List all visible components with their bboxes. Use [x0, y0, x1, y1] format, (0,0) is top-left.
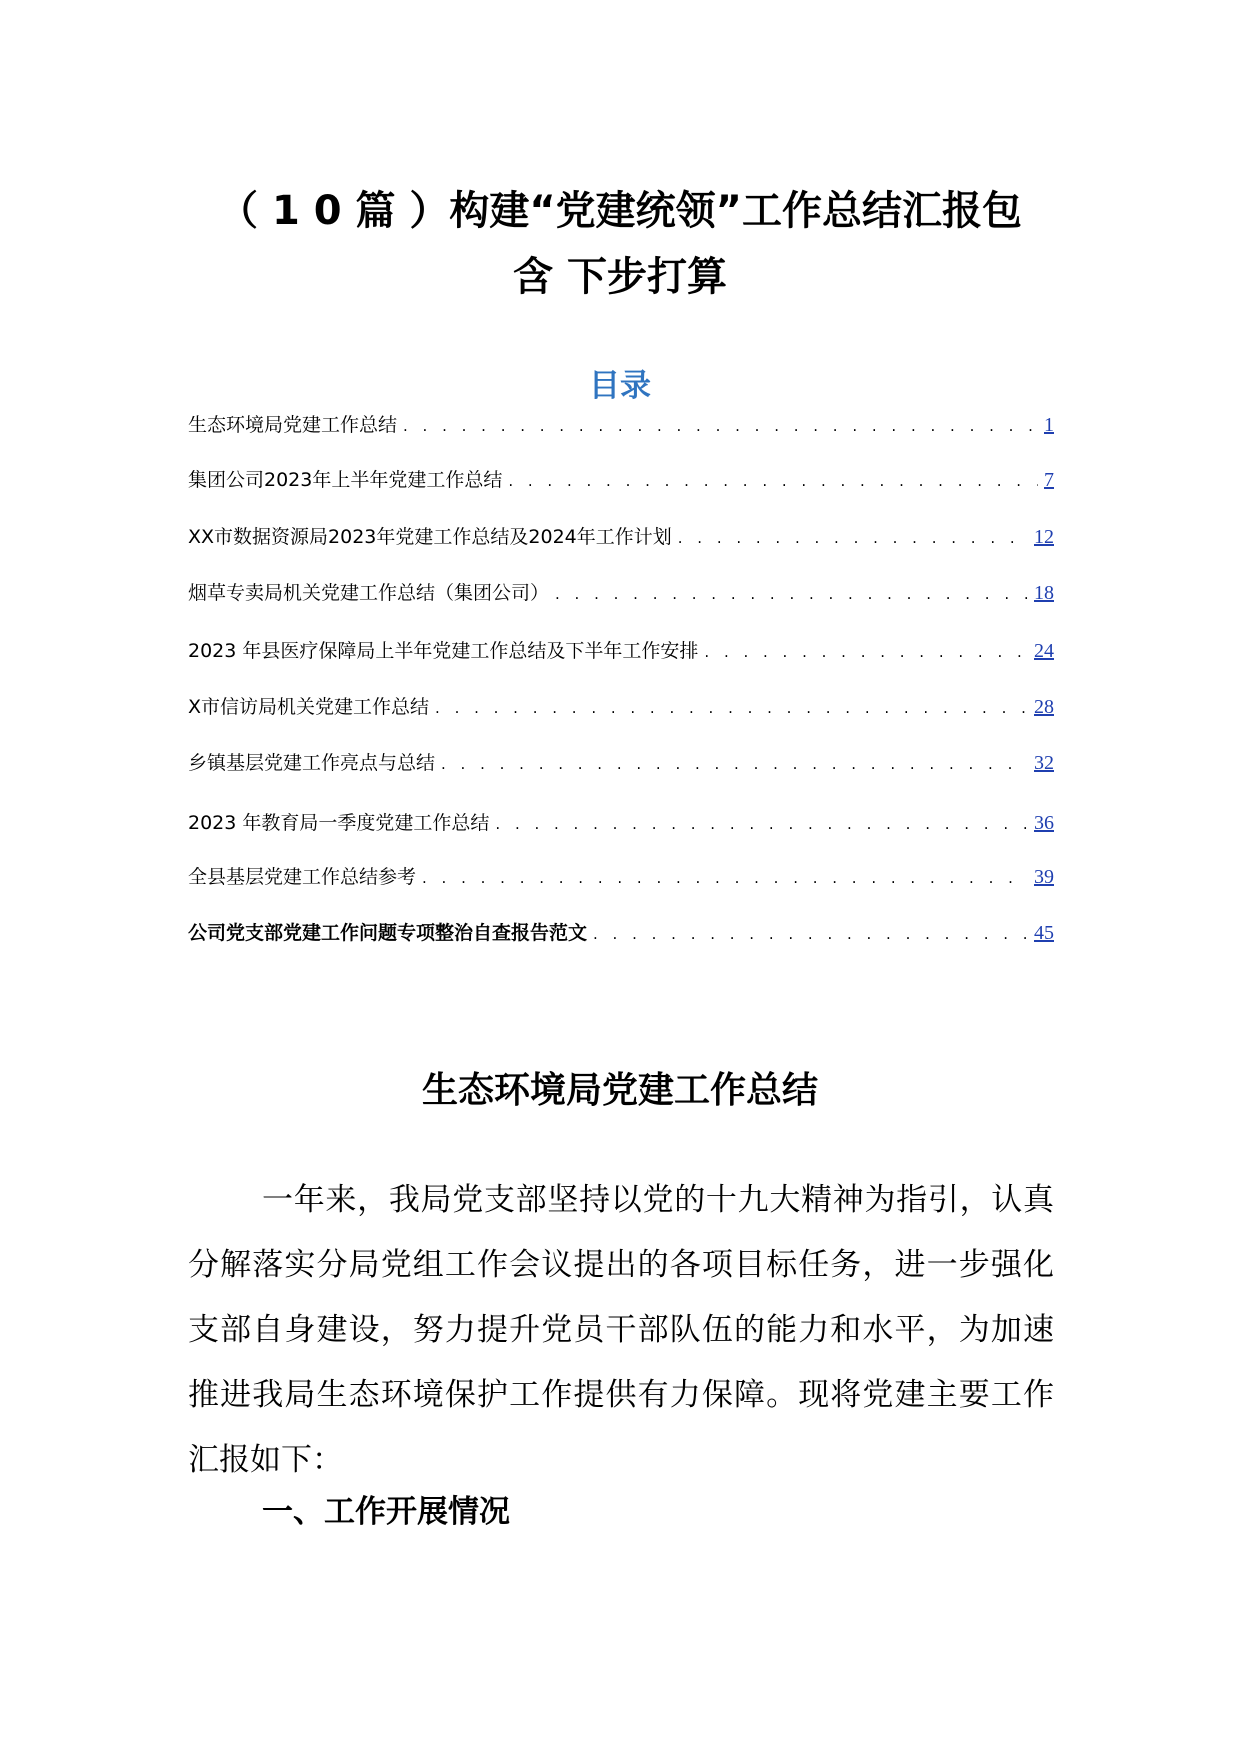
- toc-entry[interactable]: [188, 918, 1054, 948]
- document-title: [150, 178, 1090, 310]
- toc-dot-leader: [441, 749, 1028, 779]
- toc-entry[interactable]: [188, 410, 1054, 440]
- toc-page-link[interactable]: 1: [1044, 414, 1054, 436]
- toc-page-link[interactable]: 28: [1034, 696, 1054, 718]
- section-subheading: 一、工作开展情况: [262, 1494, 510, 1530]
- toc-dot-leader: [435, 693, 1028, 723]
- toc-entry-title: 乡镇基层党建工作亮点与总结: [188, 752, 436, 774]
- toc-entry-title: 集团公司2023年上半年党建工作总结: [188, 469, 503, 491]
- toc-dot-leader: [508, 466, 1038, 496]
- document-title-line-1: （ 1 0 篇 ）构建“党建统领”工作总结汇报包: [218, 188, 1022, 234]
- toc-page-link[interactable]: 32: [1034, 752, 1054, 774]
- toc-dot-leader: [593, 919, 1028, 949]
- toc-entry-title: X市信访局机关党建工作总结: [188, 696, 430, 718]
- toc-entry-title: 2023 年教育局一季度党建工作总结: [188, 812, 490, 834]
- toc-entry[interactable]: [188, 465, 1054, 495]
- toc-entry-title: 2023 年县医疗保障局上半年党建工作总结及下半年工作安排: [188, 640, 699, 662]
- toc-entry[interactable]: [188, 862, 1054, 892]
- body-paragraph: 一年来，我局党支部坚持以党的十九大精神为指引，认真分解落实分局党组工作会议提出的各项目标任务，进一步强化支部自身建设，努力提升党员干部队伍的能力和水平，为加速推进我局生态环境保护工作提供有力保障。现将党建主要工作汇报如下：: [188, 1182, 1054, 1478]
- toc-dot-leader: [555, 579, 1028, 609]
- toc-entry[interactable]: [188, 522, 1054, 552]
- toc-entry[interactable]: [188, 578, 1054, 608]
- toc-page-link[interactable]: 18: [1034, 582, 1054, 604]
- toc-page-link[interactable]: 45: [1034, 922, 1054, 944]
- toc-page-link[interactable]: 24: [1034, 640, 1054, 662]
- toc-dot-leader: [678, 523, 1028, 553]
- toc-dot-leader: [495, 809, 1028, 839]
- toc-entry-title: XX市数据资源局2023年党建工作总结及2024年工作计划: [188, 526, 672, 548]
- toc-heading: 目录: [589, 368, 651, 404]
- toc-dot-leader: [403, 411, 1038, 441]
- toc-page-link[interactable]: 36: [1034, 812, 1054, 834]
- toc-page-link[interactable]: 39: [1034, 866, 1054, 888]
- toc-page-link[interactable]: 12: [1034, 526, 1054, 548]
- toc-entry[interactable]: [188, 808, 1054, 838]
- toc-dot-leader: [422, 863, 1028, 893]
- toc-dot-leader: [704, 637, 1028, 667]
- toc-entry[interactable]: [188, 692, 1054, 722]
- toc-page-link[interactable]: 7: [1044, 469, 1054, 491]
- document-title-line-2: 含 下步打算: [513, 254, 727, 300]
- toc-entry-title: 烟草专卖局机关党建工作总结（集团公司）: [188, 582, 550, 604]
- toc-entry[interactable]: [188, 748, 1054, 778]
- toc-entry[interactable]: [188, 636, 1054, 666]
- section-title: 生态环境局党建工作总结: [421, 1070, 818, 1111]
- toc-entry-title: 全县基层党建工作总结参考: [188, 866, 417, 888]
- toc-entry-title: 公司党支部党建工作问题专项整治自查报告范文: [188, 922, 588, 944]
- toc-entry-title: 生态环境局党建工作总结: [188, 414, 398, 436]
